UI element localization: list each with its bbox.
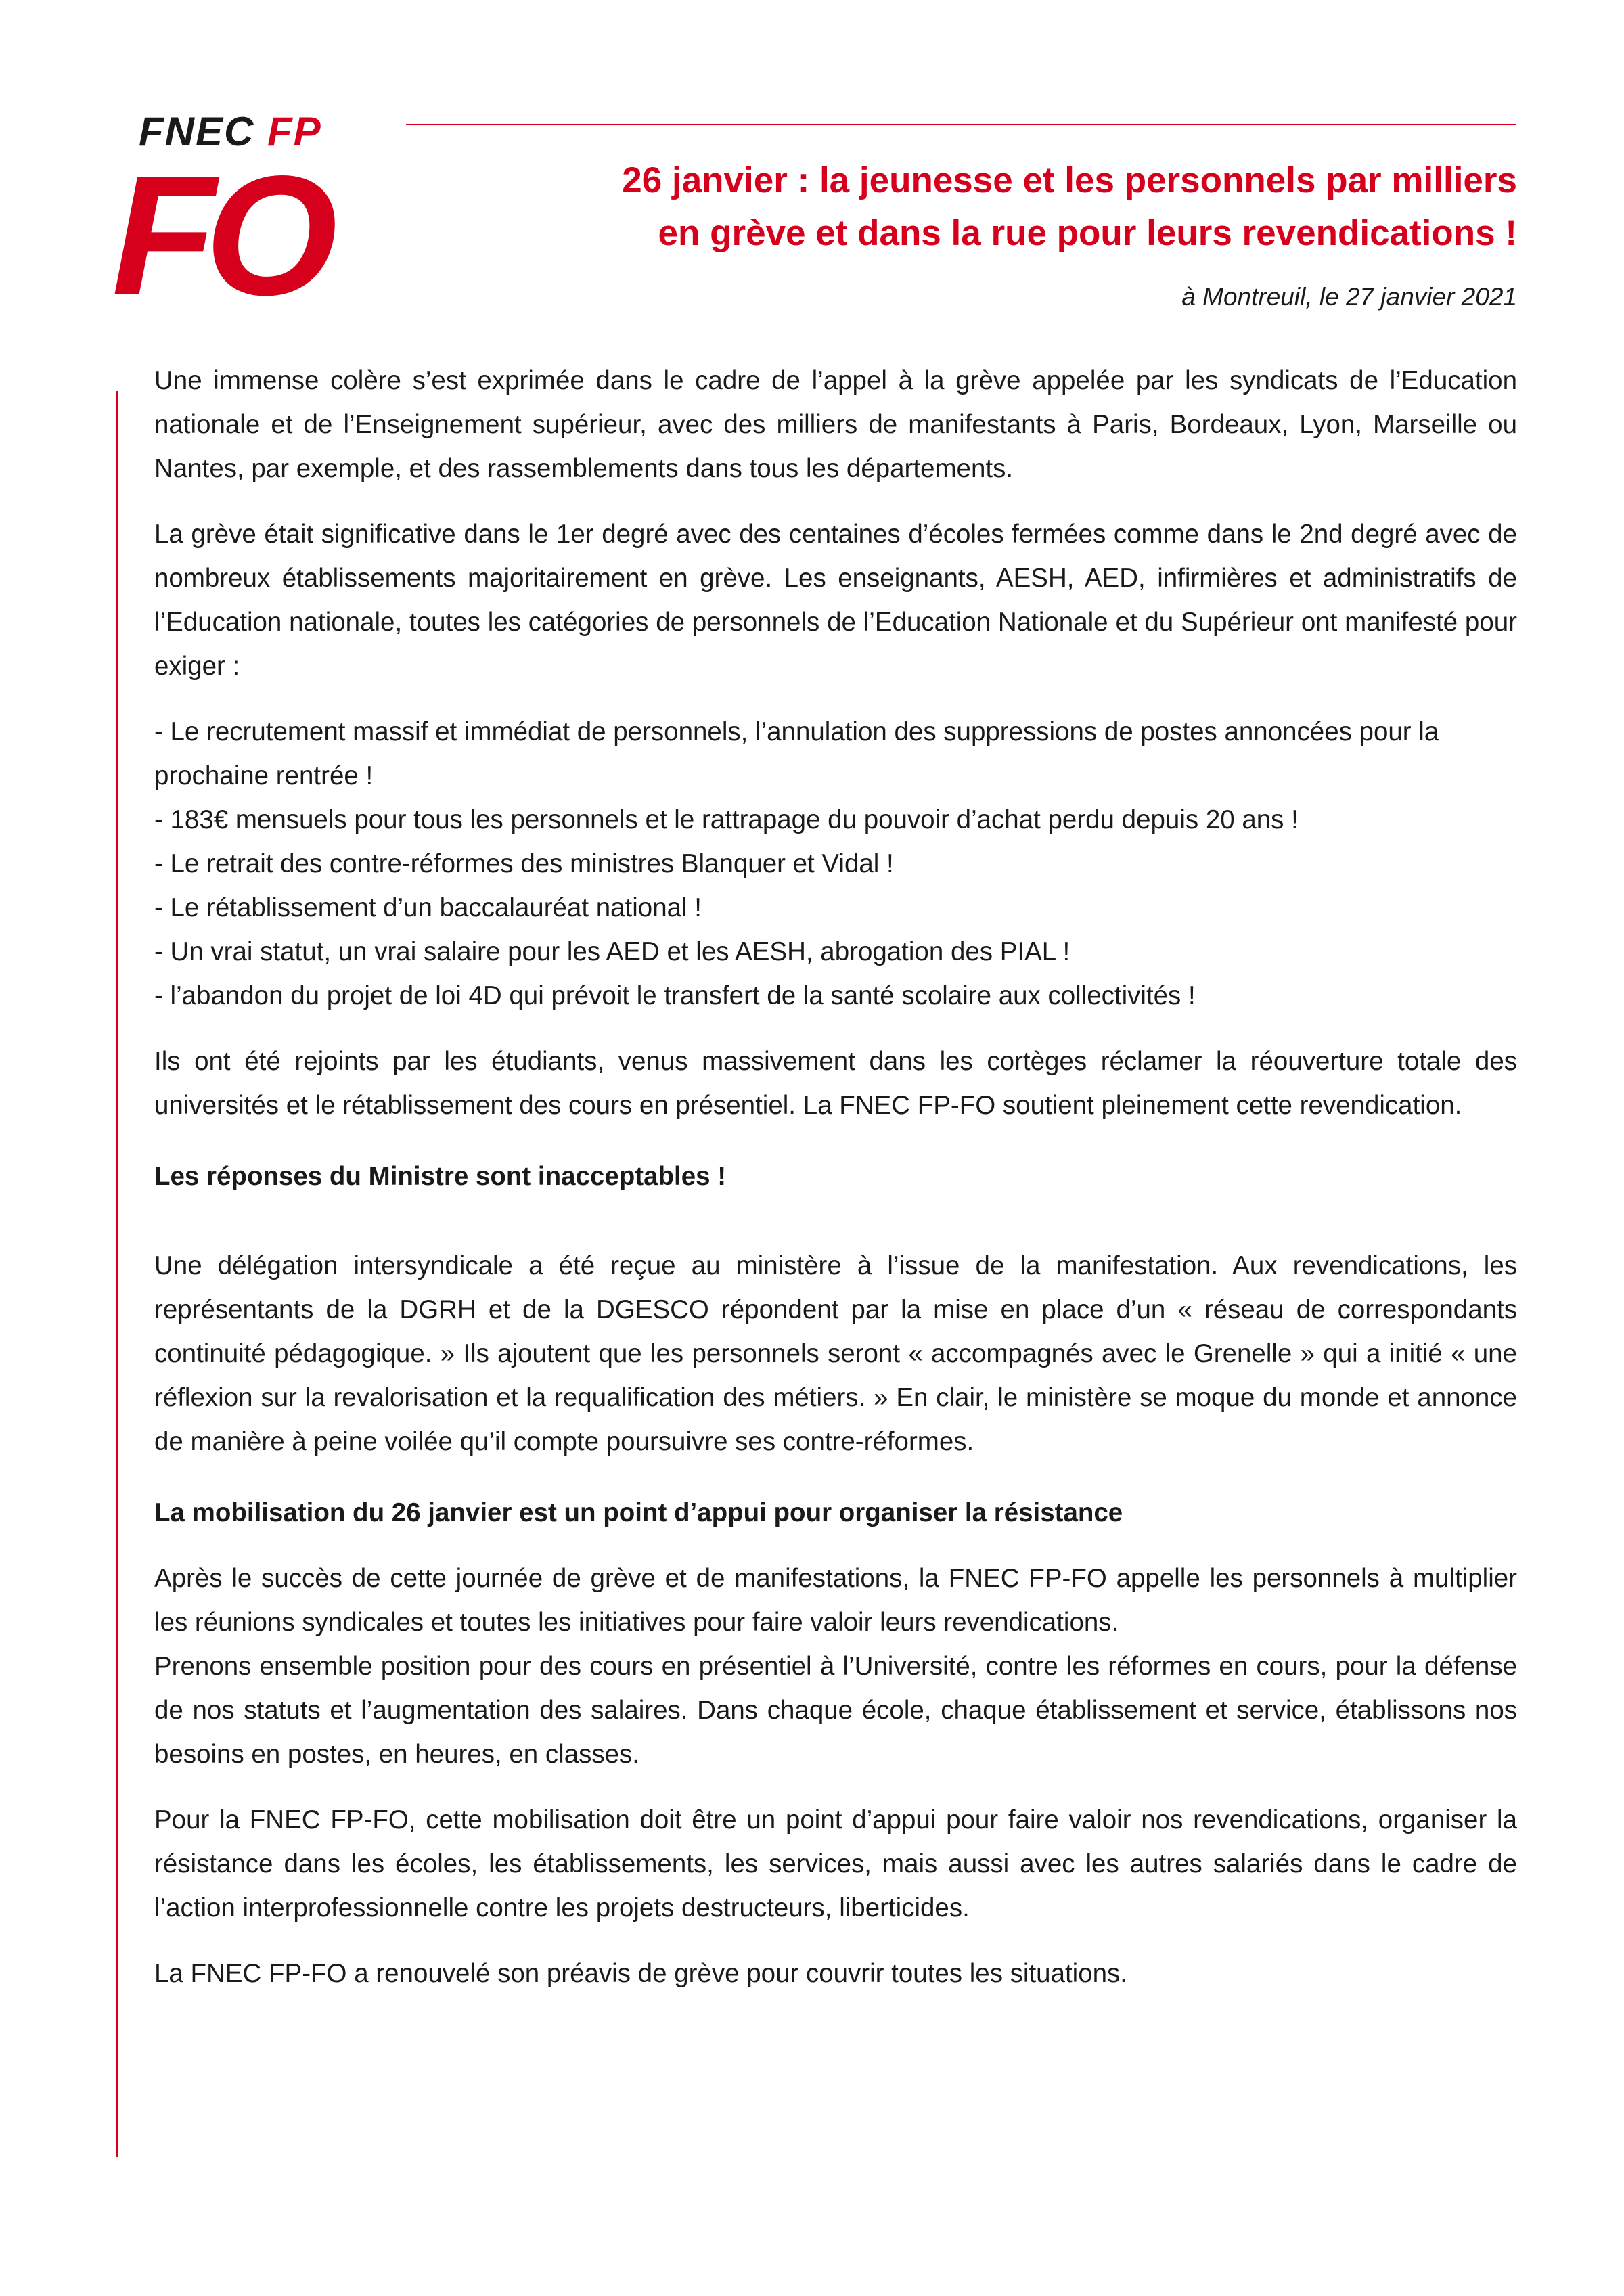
- list-item: - 183€ mensuels pour tous les personnels et le rattrapage du pouvoir d’achat perdu depuis 20 ans !: [154, 805, 1299, 834]
- heading-minister: Les réponses du Ministre sont inacceptables !: [154, 1162, 727, 1191]
- list-item: - l’abandon du projet de loi 4D qui prévoit le transfert de la santé scolaire aux collectivités !: [154, 981, 1196, 1010]
- paragraph-intro: Une immense colère s’est exprimée dans le cadre de l’appel à la grève appelée par les syndicats de l’Education nationale et de l’Enseignement supérieur, avec des milliers de manifestants à Paris, Bordeaux, Lyon, Marseille ou Nantes, par exemple, et des rassemblements dans tous les départements.: [154, 366, 1517, 483]
- paragraph-resistance: Pour la FNEC FP-FO, cette mobilisation doit être un point d’appui pour faire valoir nos revendications, organiser la résistance dans les écoles, les établissements, les services, mais aussi avec les autres salariés dans le cadre de l’action interprofessionnelle contre les projets destructeurs, liberticides.: [154, 1805, 1517, 1922]
- document-body: [154, 359, 1517, 1996]
- header-rule: [406, 124, 1516, 125]
- margin-rule: [116, 391, 118, 2157]
- list-item: - Le rétablissement d’un baccalauréat national !: [154, 893, 702, 922]
- fnec-fp-fo-logo: [112, 109, 327, 331]
- paragraph-students: Ils ont été rejoints par les étudiants, venus massivement dans les cortèges réclamer la réouverture totale des universités et le rétablissement des cours en présentiel. La FNEC FP-FO soutient pleinement cette revendication.: [154, 1047, 1517, 1120]
- logo-fo-text: FO: [112, 141, 327, 331]
- paragraph-position: Prenons ensemble position pour des cours en présentiel à l’Université, contre les réformes en cours, pour la défense de nos statuts et l’augmentation des salaires. Dans chaque école, chaque établissement et service, établissons nos besoins en postes, en heures, en classes.: [154, 1652, 1517, 1769]
- paragraph-call: Après le succès de cette journée de grève et de manifestations, la FNEC FP-FO appelle les personnels à multiplier les réunions syndicales et toutes les initiatives pour faire valoir leurs revendications.: [154, 1564, 1517, 1637]
- paragraph-notice: La FNEC FP-FO a renouvelé son préavis de grève pour couvrir toutes les situations.: [154, 1959, 1127, 1988]
- demands-list: [154, 710, 1517, 1018]
- list-item: - Le retrait des contre-réformes des ministres Blanquer et Vidal !: [154, 849, 894, 878]
- paragraph-strike: La grève était significative dans le 1er degré avec des centaines d’écoles fermées comme dans le 2nd degré avec de nombreux établissements majoritairement en grève. Les enseignants, AESH, AED, infirmières et administratifs de l’Education nationale, toutes les catégories de personnels de l’Education Nationale et du Supérieur ont manifesté pour exiger :: [154, 520, 1517, 681]
- title-line-1: 26 janvier : la jeunesse et les personnels par milliers: [622, 160, 1517, 200]
- title-line-2: en grève et dans la rue pour leurs revendications !: [658, 213, 1517, 253]
- list-item: - Un vrai statut, un vrai salaire pour les AED et les AESH, abrogation des PIAL !: [154, 937, 1070, 966]
- list-item: - Le recrutement massif et immédiat de personnels, l’annulation des suppressions de postes annoncées pour la prochaine rentrée !: [154, 717, 1439, 790]
- logo-fp-text: FP: [267, 109, 322, 154]
- paragraph-delegation: Une délégation intersyndicale a été reçue au ministère à l’issue de la manifestation. Aux revendications, les représentants de la DGRH et de la DGESCO répondent par la mise en place d’un « réseau de correspondants continuité pédagogique. » Ils ajoutent que les personnels seront « accompagnés avec le Grenelle » qui a initié « une réflexion sur la revalorisation et la requalification des métiers. » En clair, le ministère se moque du monde et annonce de manière à peine voilée qu’il compte poursuivre ses contre-réformes.: [154, 1251, 1517, 1456]
- dateline: à Montreuil, le 27 janvier 2021: [1181, 283, 1517, 311]
- logo-fnec-text: FNEC: [139, 109, 255, 154]
- heading-mobilisation: La mobilisation du 26 janvier est un point d’appui pour organiser la résistance: [154, 1498, 1123, 1527]
- page-title: [502, 154, 1517, 260]
